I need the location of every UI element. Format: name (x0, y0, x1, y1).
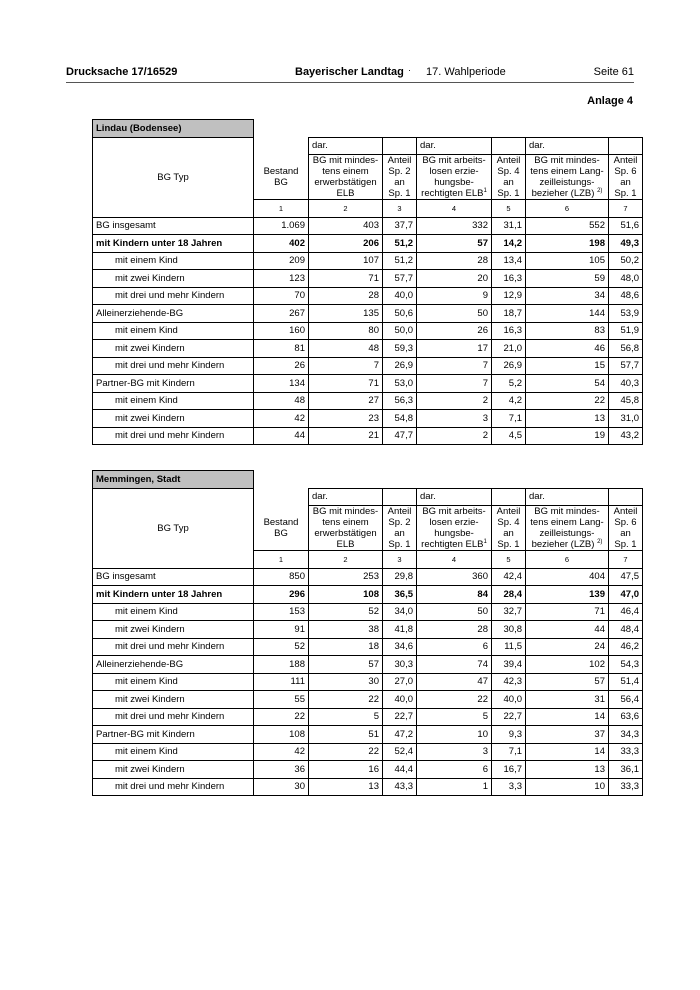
cell-col-2: 108 (309, 586, 383, 604)
col-number: 2 (309, 551, 383, 569)
cell-col-3: 36,5 (383, 586, 417, 604)
cell-col-1: 209 (254, 252, 309, 270)
cell-col-4: 84 (417, 586, 492, 604)
cell-col-6: 19 (526, 427, 609, 445)
cell-col-3: 53,0 (383, 375, 417, 393)
cell-col-5: 9,3 (492, 726, 526, 744)
cell-col-3: 34,0 (383, 603, 417, 621)
row-label: mit Kindern unter 18 Jahren (93, 586, 254, 604)
cell-col-1: 81 (254, 340, 309, 358)
table-row (93, 708, 643, 726)
table-row (93, 603, 643, 621)
cell-col-6: 24 (526, 638, 609, 656)
cell-col-1: 42 (254, 410, 309, 428)
col-anteil-sp2: Anteil Sp. 2 an Sp. 1 (383, 506, 417, 551)
cell-col-3: 51,2 (383, 252, 417, 270)
cell-col-5: 22,7 (492, 708, 526, 726)
cell-col-5: 42,4 (492, 568, 526, 586)
col-erwerbstaetig: BG mit mindes- tens einem erwerbstätigen ELB (309, 506, 383, 551)
cell-col-2: 48 (309, 340, 383, 358)
row-label: BG insgesamt (93, 217, 254, 235)
table-row (93, 638, 643, 656)
col-dar-1: dar. (309, 137, 383, 155)
cell-col-4: 1 (417, 778, 492, 796)
row-label: Partner-BG mit Kindern (93, 726, 254, 744)
cell-col-6: 404 (526, 568, 609, 586)
cell-col-6: 13 (526, 761, 609, 779)
cell-col-5: 32,7 (492, 603, 526, 621)
col-dar-3: dar. (526, 137, 609, 155)
cell-col-2: 253 (309, 568, 383, 586)
cell-col-4: 9 (417, 287, 492, 305)
cell-col-4: 17 (417, 340, 492, 358)
region-table-1 (92, 119, 643, 445)
cell-col-2: 135 (309, 305, 383, 323)
cell-col-7: 31,0 (609, 410, 643, 428)
cell-col-1: 70 (254, 287, 309, 305)
cell-col-3: 59,3 (383, 340, 417, 358)
cell-col-4: 6 (417, 761, 492, 779)
cell-col-4: 2 (417, 392, 492, 410)
cell-col-6: 34 (526, 287, 609, 305)
cell-col-5: 30,8 (492, 621, 526, 639)
row-label: mit drei und mehr Kindern (93, 287, 254, 305)
col-anteil-sp2: Anteil Sp. 2 an Sp. 1 (383, 155, 417, 200)
cell-col-3: 29,8 (383, 568, 417, 586)
row-label: mit zwei Kindern (93, 410, 254, 428)
cell-col-1: 153 (254, 603, 309, 621)
cell-col-7: 46,4 (609, 603, 643, 621)
col-dar-3: dar. (526, 488, 609, 506)
cell-col-5: 40,0 (492, 691, 526, 709)
cell-col-1: 160 (254, 322, 309, 340)
col-dar-1: dar. (309, 488, 383, 506)
cell-col-7: 56,4 (609, 691, 643, 709)
row-label: mit einem Kind (93, 392, 254, 410)
col-bg-typ: BG Typ (93, 488, 254, 568)
row-label: mit drei und mehr Kindern (93, 638, 254, 656)
row-label: mit drei und mehr Kindern (93, 708, 254, 726)
col-number: 7 (609, 200, 643, 218)
cell-col-1: 55 (254, 691, 309, 709)
cell-col-4: 7 (417, 357, 492, 375)
cell-col-5: 14,2 (492, 235, 526, 253)
col-lzb: BG mit mindes- tens einem Lang- zeilleistungs- bezieher (LZB) $^{2)}$ (526, 506, 609, 551)
row-label: BG insgesamt (93, 568, 254, 586)
col-number: 4 (417, 551, 492, 569)
cell-col-7: 33,3 (609, 743, 643, 761)
cell-col-2: 57 (309, 656, 383, 674)
cell-col-1: 188 (254, 656, 309, 674)
cell-col-6: 44 (526, 621, 609, 639)
cell-col-4: 28 (417, 252, 492, 270)
cell-col-3: 54,8 (383, 410, 417, 428)
cell-col-6: 102 (526, 656, 609, 674)
cell-col-2: 403 (309, 217, 383, 235)
cell-col-6: 83 (526, 322, 609, 340)
row-label: mit Kindern unter 18 Jahren (93, 235, 254, 253)
cell-col-7: 51,4 (609, 673, 643, 691)
col-number: 1 (254, 551, 309, 569)
cell-col-7: 51,9 (609, 322, 643, 340)
cell-col-5: 11,5 (492, 638, 526, 656)
table-row (93, 357, 643, 375)
cell-col-3: 27,0 (383, 673, 417, 691)
cell-col-5: 5,2 (492, 375, 526, 393)
cell-col-6: 13 (526, 410, 609, 428)
cell-col-4: 3 (417, 743, 492, 761)
cell-col-2: 13 (309, 778, 383, 796)
cell-col-3: 22,7 (383, 708, 417, 726)
cell-col-1: 26 (254, 357, 309, 375)
cell-col-4: 332 (417, 217, 492, 235)
cell-col-3: 52,4 (383, 743, 417, 761)
region-table-2 (92, 470, 643, 796)
cell-col-7: 40,3 (609, 375, 643, 393)
cell-col-7: 36,1 (609, 761, 643, 779)
cell-col-5: 7,1 (492, 743, 526, 761)
cell-col-1: 123 (254, 270, 309, 288)
cell-col-1: 296 (254, 586, 309, 604)
cell-col-6: 14 (526, 743, 609, 761)
cell-col-6: 54 (526, 375, 609, 393)
row-label: Alleinerziehende-BG (93, 656, 254, 674)
col-erwerbstaetig: BG mit mindes- tens einem erwerbstätigen ELB (309, 155, 383, 200)
cell-col-4: 5 (417, 708, 492, 726)
cell-col-2: 51 (309, 726, 383, 744)
cell-col-5: 4,5 (492, 427, 526, 445)
cell-col-1: 30 (254, 778, 309, 796)
col-bestand: Bestand BG (254, 506, 309, 551)
table-row (93, 410, 643, 428)
cell-col-1: 850 (254, 568, 309, 586)
col-number: 2 (309, 200, 383, 218)
cell-col-4: 74 (417, 656, 492, 674)
row-label: mit drei und mehr Kindern (93, 357, 254, 375)
table-row (93, 778, 643, 796)
col-number: 5 (492, 551, 526, 569)
table-row (93, 322, 643, 340)
row-label: mit einem Kind (93, 252, 254, 270)
row-label: Partner-BG mit Kindern (93, 375, 254, 393)
row-label: mit zwei Kindern (93, 270, 254, 288)
cell-col-4: 6 (417, 638, 492, 656)
cell-col-1: 48 (254, 392, 309, 410)
cell-col-7: 49,3 (609, 235, 643, 253)
cell-col-4: 50 (417, 305, 492, 323)
table-row (93, 235, 643, 253)
table-row (93, 270, 643, 288)
cell-col-7: 53,9 (609, 305, 643, 323)
col-anteil-sp4: Anteil Sp. 4 an Sp. 1 (492, 506, 526, 551)
col-arbeitslos: BG mit arbeits- losen erzie- hungsbe- rechtigten ELB$^1$ (417, 155, 492, 200)
cell-col-3: 51,2 (383, 235, 417, 253)
col-number: 7 (609, 551, 643, 569)
col-number: 5 (492, 200, 526, 218)
cell-col-2: 38 (309, 621, 383, 639)
row-label: mit drei und mehr Kindern (93, 427, 254, 445)
table-row (93, 340, 643, 358)
cell-col-4: 3 (417, 410, 492, 428)
cell-col-2: 27 (309, 392, 383, 410)
annex-label: Anlage 4 (587, 95, 633, 107)
parliament-name: Bayerischer Landtag (295, 66, 404, 78)
cell-col-1: 44 (254, 427, 309, 445)
table-row (93, 673, 643, 691)
col-anteil-sp6: Anteil Sp. 6 an Sp. 1 (609, 506, 643, 551)
col-number: 4 (417, 200, 492, 218)
cell-col-2: 16 (309, 761, 383, 779)
table-row (93, 375, 643, 393)
cell-col-2: 22 (309, 743, 383, 761)
table-row (93, 586, 643, 604)
col-anteil-sp4: Anteil Sp. 4 an Sp. 1 (492, 155, 526, 200)
cell-col-1: 111 (254, 673, 309, 691)
cell-col-5: 31,1 (492, 217, 526, 235)
cell-col-3: 50,0 (383, 322, 417, 340)
table-row (93, 621, 643, 639)
col-bg-typ: BG Typ (93, 137, 254, 217)
col-bestand: Bestand BG (254, 155, 309, 200)
cell-col-7: 48,0 (609, 270, 643, 288)
cell-col-3: 43,3 (383, 778, 417, 796)
cell-col-5: 18,7 (492, 305, 526, 323)
cell-col-6: 37 (526, 726, 609, 744)
row-label: mit zwei Kindern (93, 761, 254, 779)
cell-col-2: 21 (309, 427, 383, 445)
cell-col-4: 26 (417, 322, 492, 340)
cell-col-3: 44,4 (383, 761, 417, 779)
table-row (93, 392, 643, 410)
col-number: 3 (383, 551, 417, 569)
cell-col-3: 47,2 (383, 726, 417, 744)
col-arbeitslos: BG mit arbeits- losen erzie- hungsbe- rechtigten ELB$^1$ (417, 506, 492, 551)
row-label: Alleinerziehende-BG (93, 305, 254, 323)
cell-col-7: 47,0 (609, 586, 643, 604)
table-row (93, 252, 643, 270)
cell-col-6: 59 (526, 270, 609, 288)
cell-col-6: 71 (526, 603, 609, 621)
cell-col-5: 39,4 (492, 656, 526, 674)
cell-col-6: 22 (526, 392, 609, 410)
cell-col-1: 1.069 (254, 217, 309, 235)
cell-col-2: 5 (309, 708, 383, 726)
region-title: Lindau (Bodensee) (93, 120, 254, 138)
col-number: 3 (383, 200, 417, 218)
cell-col-2: 206 (309, 235, 383, 253)
cell-col-5: 16,3 (492, 270, 526, 288)
cell-col-2: 22 (309, 691, 383, 709)
table-row (93, 427, 643, 445)
cell-col-6: 14 (526, 708, 609, 726)
cell-col-7: 46,2 (609, 638, 643, 656)
table-row (93, 217, 643, 235)
cell-col-7: 51,6 (609, 217, 643, 235)
row-label: mit zwei Kindern (93, 691, 254, 709)
row-label: mit einem Kind (93, 603, 254, 621)
cell-col-2: 107 (309, 252, 383, 270)
col-lzb: BG mit mindes- tens einem Lang- zeilleistungs- bezieher (LZB) $^{2)}$ (526, 155, 609, 200)
cell-col-4: 2 (417, 427, 492, 445)
cell-col-7: 47,5 (609, 568, 643, 586)
cell-col-3: 40,0 (383, 287, 417, 305)
cell-col-2: 23 (309, 410, 383, 428)
cell-col-3: 50,6 (383, 305, 417, 323)
cell-col-4: 47 (417, 673, 492, 691)
cell-col-6: 46 (526, 340, 609, 358)
cell-col-5: 3,3 (492, 778, 526, 796)
cell-col-3: 30,3 (383, 656, 417, 674)
row-label: mit zwei Kindern (93, 621, 254, 639)
cell-col-7: 48,4 (609, 621, 643, 639)
cell-col-4: 20 (417, 270, 492, 288)
row-label: mit einem Kind (93, 743, 254, 761)
cell-col-7: 50,2 (609, 252, 643, 270)
row-label: mit zwei Kindern (93, 340, 254, 358)
cell-col-1: 22 (254, 708, 309, 726)
row-label: mit einem Kind (93, 322, 254, 340)
col-dar-2: dar. (417, 488, 492, 506)
page-number: Seite 61 (593, 66, 634, 78)
cell-col-7: 34,3 (609, 726, 643, 744)
cell-col-1: 134 (254, 375, 309, 393)
cell-col-5: 7,1 (492, 410, 526, 428)
cell-col-3: 57,7 (383, 270, 417, 288)
cell-col-1: 36 (254, 761, 309, 779)
cell-col-4: 7 (417, 375, 492, 393)
col-number: 6 (526, 551, 609, 569)
cell-col-3: 56,3 (383, 392, 417, 410)
table-row (93, 287, 643, 305)
cell-col-2: 30 (309, 673, 383, 691)
cell-col-4: 28 (417, 621, 492, 639)
cell-col-1: 42 (254, 743, 309, 761)
cell-col-5: 16,7 (492, 761, 526, 779)
col-number: 6 (526, 200, 609, 218)
cell-col-5: 28,4 (492, 586, 526, 604)
col-dar-2: dar. (417, 137, 492, 155)
cell-col-3: 40,0 (383, 691, 417, 709)
cell-col-2: 28 (309, 287, 383, 305)
cell-col-5: 4,2 (492, 392, 526, 410)
row-label: mit drei und mehr Kindern (93, 778, 254, 796)
col-number: 1 (254, 200, 309, 218)
cell-col-3: 37,7 (383, 217, 417, 235)
cell-col-1: 91 (254, 621, 309, 639)
legislative-period: 17. Wahlperiode (426, 66, 506, 78)
cell-col-7: 63,6 (609, 708, 643, 726)
table-row (93, 305, 643, 323)
cell-col-4: 50 (417, 603, 492, 621)
region-title: Memmingen, Stadt (93, 471, 254, 489)
cell-col-1: 52 (254, 638, 309, 656)
cell-col-4: 360 (417, 568, 492, 586)
cell-col-2: 52 (309, 603, 383, 621)
document-number: Drucksache 17/16529 (66, 66, 178, 78)
cell-col-6: 552 (526, 217, 609, 235)
cell-col-4: 10 (417, 726, 492, 744)
table-row (93, 691, 643, 709)
cell-col-3: 41,8 (383, 621, 417, 639)
cell-col-2: 7 (309, 357, 383, 375)
cell-col-5: 26,9 (492, 357, 526, 375)
cell-col-5: 21,0 (492, 340, 526, 358)
cell-col-5: 42,3 (492, 673, 526, 691)
cell-col-2: 80 (309, 322, 383, 340)
cell-col-7: 48,6 (609, 287, 643, 305)
cell-col-2: 71 (309, 375, 383, 393)
cell-col-7: 54,3 (609, 656, 643, 674)
cell-col-6: 57 (526, 673, 609, 691)
table-row (93, 761, 643, 779)
cell-col-6: 144 (526, 305, 609, 323)
cell-col-5: 12,9 (492, 287, 526, 305)
cell-col-4: 22 (417, 691, 492, 709)
table-row (93, 726, 643, 744)
cell-col-6: 31 (526, 691, 609, 709)
table-row (93, 743, 643, 761)
cell-col-3: 47,7 (383, 427, 417, 445)
cell-col-4: 57 (417, 235, 492, 253)
page-header (66, 64, 634, 83)
cell-col-6: 105 (526, 252, 609, 270)
cell-col-1: 267 (254, 305, 309, 323)
cell-col-7: 43,2 (609, 427, 643, 445)
cell-col-1: 402 (254, 235, 309, 253)
cell-col-1: 108 (254, 726, 309, 744)
col-anteil-sp6: Anteil Sp. 6 an Sp. 1 (609, 155, 643, 200)
table-row (93, 656, 643, 674)
cell-col-7: 56,8 (609, 340, 643, 358)
cell-col-2: 18 (309, 638, 383, 656)
cell-col-7: 57,7 (609, 357, 643, 375)
cell-col-7: 45,8 (609, 392, 643, 410)
cell-col-2: 71 (309, 270, 383, 288)
cell-col-3: 26,9 (383, 357, 417, 375)
cell-col-3: 34,6 (383, 638, 417, 656)
cell-col-5: 13,4 (492, 252, 526, 270)
cell-col-6: 198 (526, 235, 609, 253)
table-row (93, 568, 643, 586)
cell-col-6: 10 (526, 778, 609, 796)
cell-col-6: 15 (526, 357, 609, 375)
row-label: mit einem Kind (93, 673, 254, 691)
cell-col-7: 33,3 (609, 778, 643, 796)
cell-col-6: 139 (526, 586, 609, 604)
header-separator: · (408, 65, 411, 75)
cell-col-5: 16,3 (492, 322, 526, 340)
